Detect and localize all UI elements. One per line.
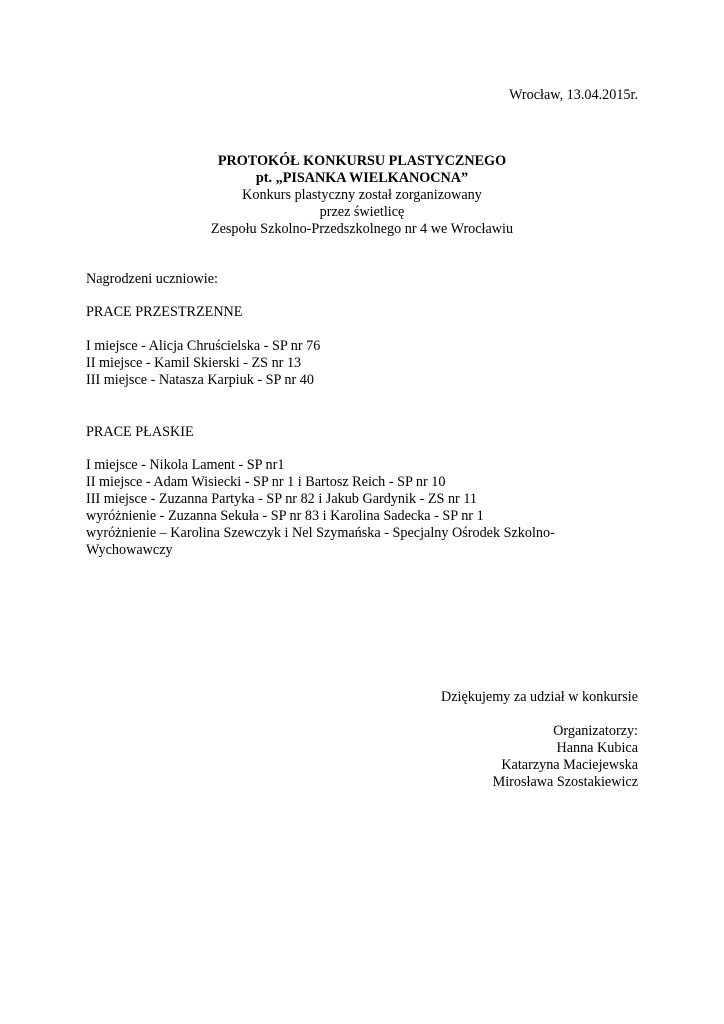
organizer-name: Mirosława Szostakiewicz [492,774,638,790]
list-item: I miejsce - Nikola Lament - SP nr1 [86,457,285,473]
document-subtitle: pt. „PISANKA WIELKANOCNA” [255,170,469,186]
document-header [86,153,638,238]
thanks-note: Dziękujemy za udział w konkursie [441,689,638,705]
flat-winners-list [86,457,586,559]
header-line-2: przez świetlicę [319,204,405,220]
list-item: wyróżnienie – Karolina Szewczyk i Nel Szymańska - Specjalny Ośrodek Szkolno-Wychowawczy [86,525,555,558]
organizers-label: Organizatorzy: [553,723,638,739]
winners-intro: Nagrodzeni uczniowie: [86,271,218,287]
header-line-3: Zespołu Szkolno-Przedszkolnego nr 4 we Wrocławiu [210,221,514,237]
section-title-flat: PRACE PŁASKIE [86,424,194,440]
list-item: II miejsce - Adam Wisiecki - SP nr 1 i Bartosz Reich - SP nr 10 [86,474,446,490]
list-item: I miejsce - Alicja Chruścielska - SP nr 76 [86,338,321,354]
organizer-name: Katarzyna Maciejewska [501,757,638,773]
list-item: II miejsce - Kamil Skierski - ZS nr 13 [86,355,302,371]
organizers-block [493,723,638,791]
list-item: III miejsce - Natasza Karpiuk - SP nr 40 [86,372,314,388]
list-item: III miejsce - Zuzanna Partyka - SP nr 82 i Jakub Gardynik - ZS nr 11 [86,491,477,507]
document-date: Wrocław, 13.04.2015r. [509,87,638,103]
list-item: wyróżnienie - Zuzanna Sekuła - SP nr 83 i Karolina Sadecka - SP nr 1 [86,508,484,524]
document-title: PROTOKÓŁ KONKURSU PLASTYCZNEGO [217,153,507,169]
organizer-name: Hanna Kubica [556,740,638,756]
section-title-spatial: PRACE PRZESTRZENNE [86,304,243,320]
spatial-winners-list [86,338,586,389]
header-line-1: Konkurs plastyczny został zorganizowany [242,187,482,203]
